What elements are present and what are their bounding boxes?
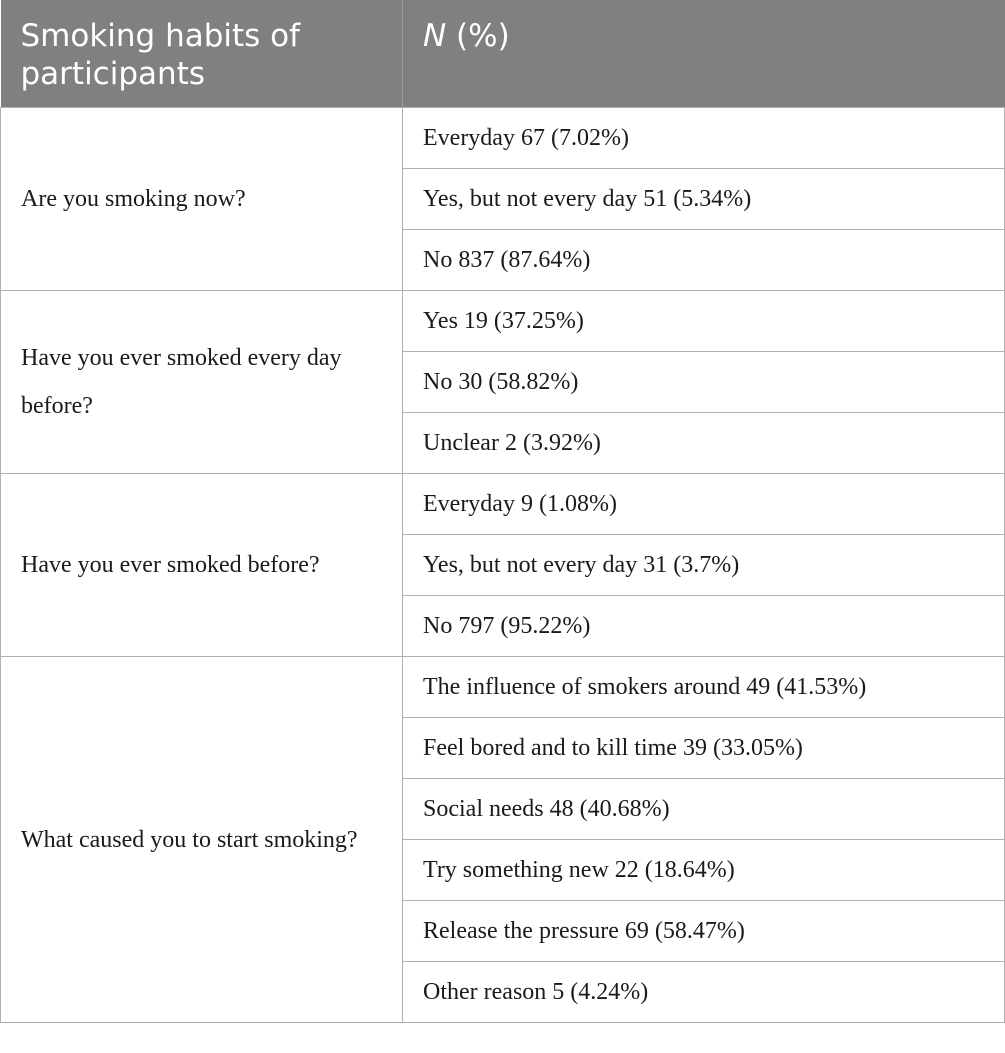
answer-cell: Try something new 22 (18.64%): [403, 840, 1005, 901]
answer-cell: Yes, but not every day 31 (3.7%): [403, 535, 1005, 596]
table-row: [1, 291, 1005, 352]
header-row: [1, 0, 1005, 108]
answer-cell: Yes 19 (37.25%): [403, 291, 1005, 352]
header-n-percent: [403, 0, 1005, 108]
table-row: [1, 108, 1005, 169]
answer-cell: No 797 (95.22%): [403, 596, 1005, 657]
answer-cell: Other reason 5 (4.24%): [403, 962, 1005, 1023]
answer-cell: No 30 (58.82%): [403, 352, 1005, 413]
answer-cell: Release the pressure 69 (58.47%): [403, 901, 1005, 962]
answer-cell: Yes, but not every day 51 (5.34%): [403, 169, 1005, 230]
answer-cell: The influence of smokers around 49 (41.53%): [403, 657, 1005, 718]
question-cell: Have you ever smoked every day before?: [1, 291, 403, 474]
answer-cell: Everyday 9 (1.08%): [403, 474, 1005, 535]
header-n-symbol: N: [423, 18, 447, 54]
table-row: [1, 657, 1005, 718]
answer-cell: Social needs 48 (40.68%): [403, 779, 1005, 840]
answer-cell: Unclear 2 (3.92%): [403, 413, 1005, 474]
answer-cell: Feel bored and to kill time 39 (33.05%): [403, 718, 1005, 779]
header-habits: Smoking habits of participants: [1, 0, 403, 108]
answer-cell: Everyday 67 (7.02%): [403, 108, 1005, 169]
header-percent-label: (%): [446, 18, 510, 54]
question-cell: What caused you to start smoking?: [1, 657, 403, 1023]
question-cell: Are you smoking now?: [1, 108, 403, 291]
question-cell: Have you ever smoked before?: [1, 474, 403, 657]
table-row: [1, 474, 1005, 535]
answer-cell: No 837 (87.64%): [403, 230, 1005, 291]
